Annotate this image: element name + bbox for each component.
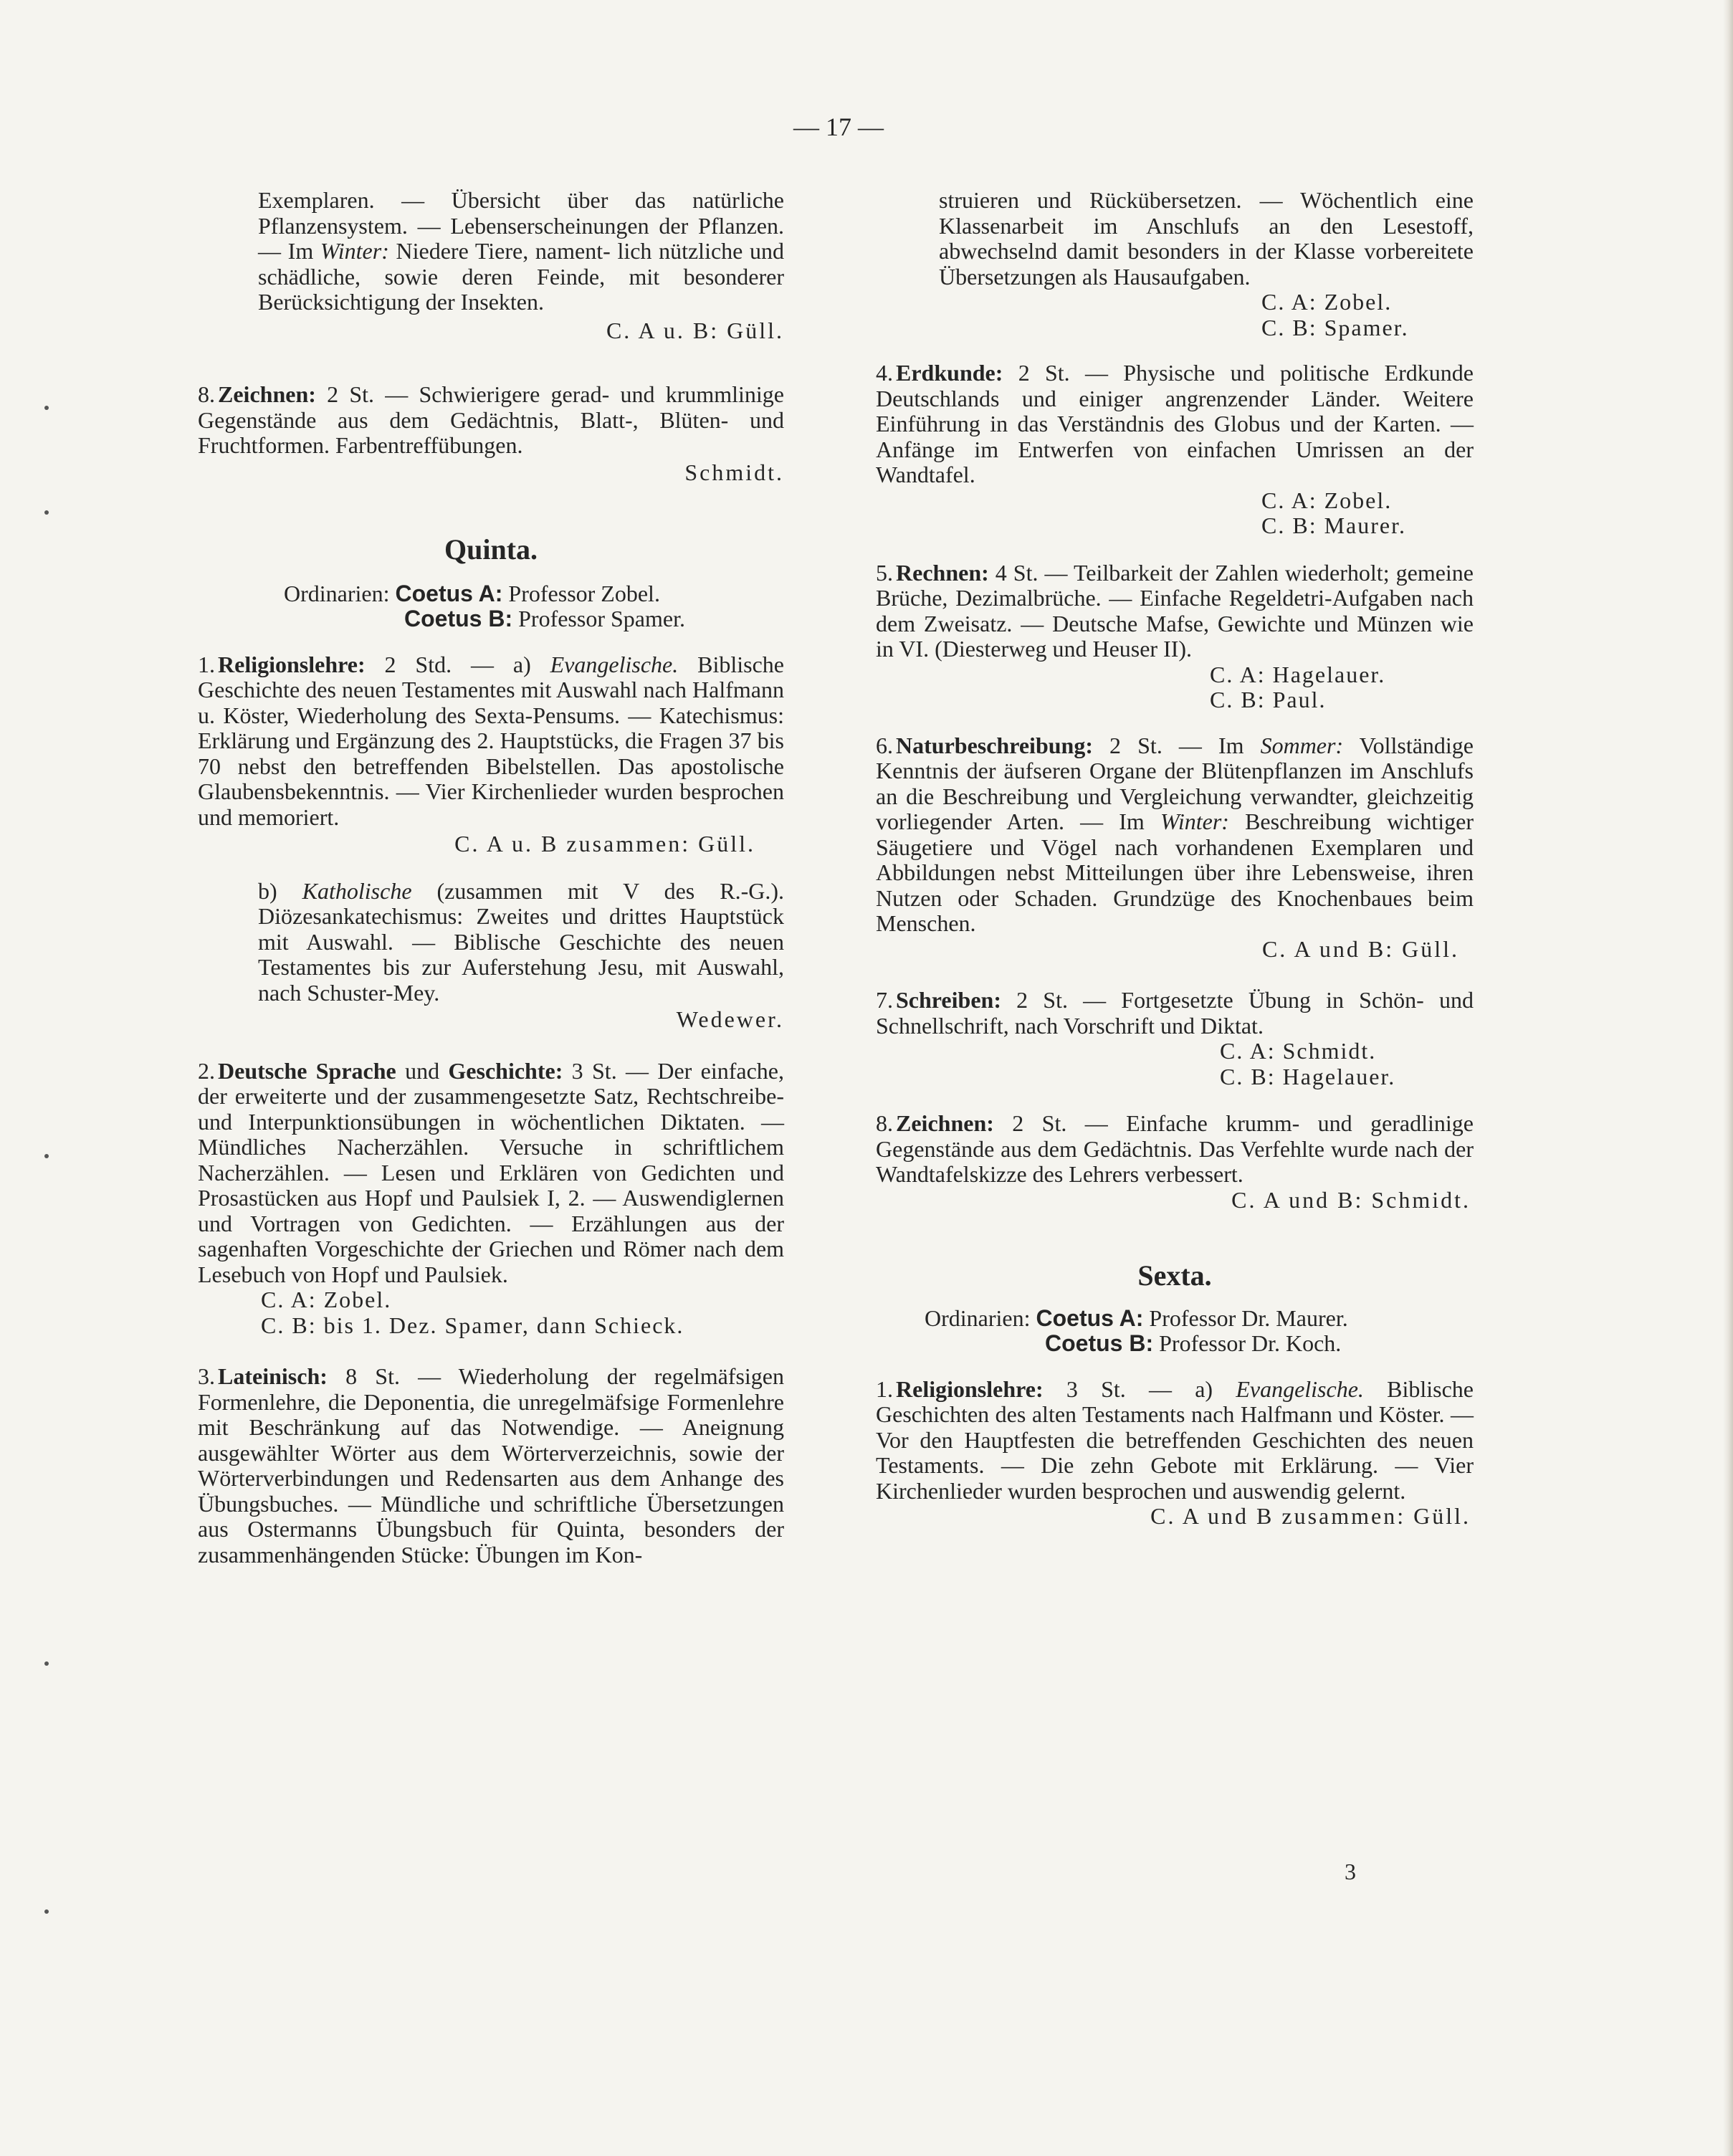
section-heading: Religionslehre: — [218, 651, 366, 677]
section-heading: Rechnen: — [896, 559, 989, 586]
signature: C. A und B zusammen: Güll. — [1150, 1503, 1471, 1529]
naturbeschreibung-continuation — [198, 188, 784, 343]
signature: C. B: Paul. — [1210, 687, 1327, 712]
zeichnen-section: 8. Zeichnen: 2 St. — Schwierigere gerad- und krummlinige Gegenstände aus dem Gedächtnis, Blatt-, Blüten- und Fruchtformen. Farbentreffübungen. Schmidt. — [198, 381, 784, 485]
right-column — [876, 188, 1474, 1530]
section-heading: Erdkunde: — [896, 360, 1003, 386]
class-title-quinta: Quinta. — [444, 533, 538, 566]
signature: C. A und B: Schmidt. — [1231, 1186, 1471, 1213]
margin-mark — [44, 1154, 49, 1158]
left-column — [198, 188, 784, 1568]
signature: C. A u. B zusammen: Güll. — [454, 831, 755, 857]
signature: C. B: Hagelauer. — [1220, 1063, 1396, 1089]
signature: C. B: Spamer. — [1261, 314, 1409, 340]
section-heading: Zeichnen: — [896, 1110, 994, 1136]
margin-mark — [44, 510, 49, 515]
margin-mark — [44, 1909, 49, 1914]
section-heading: Deutsche Sprache — [218, 1057, 396, 1084]
rechnen-section: 5. Rechnen: 4 St. — Teilbarkeit der Zahlen wiederholt; gemeine Brüche, Dezimalbrüche. — Einfache Regeldetri-Aufgaben nach dem Zweisatz. — Deutsche Mafse, Gewichte und Münzen wie in VI. (Diesterweg und Heuser II). C. A: Hagelauer. C. B: Paul. — [876, 559, 1474, 712]
ordinarien-quinta: Ordinarien: Coetus A: Professor Zobel. Coetus B: Professor Spamer. — [284, 580, 685, 631]
margin-mark — [44, 1661, 49, 1666]
section-heading: Naturbeschreibung: — [896, 732, 1093, 758]
schreiben-section: 7. Schreiben: 2 St. — Fortgesetzte Übung in Schön- und Schnellschrift, nach Vorschrift und Diktat. C. A: Schmidt. C. B: Hagelauer. — [876, 987, 1474, 1089]
signature: C. A: Zobel. — [1261, 487, 1393, 513]
signature: C. A: Hagelauer. — [1210, 661, 1386, 687]
ordinarien-sexta: Ordinarien: Coetus A: Professor Dr. Maurer. Coetus B: Professor Dr. Koch. — [925, 1304, 1348, 1356]
religionslehre-section: 1. Religionslehre: 3 St. — a) Evangelische. Biblische Geschichten des alten Testaments nach Halfmann und Köster. — Vor den Hauptfesten die betreffenden Geschichten des neuen Testaments. — Die zehn Gebote mit Erklärung. — Vier Kirchenlieder wurden besprochen und auswendig gelernt. C. A und B zusammen: Güll. — [876, 1375, 1474, 1529]
signature: Schmidt. — [684, 459, 784, 485]
signature: C. A: Zobel. — [1261, 289, 1393, 315]
naturbeschreibung-section: 6. Naturbeschreibung: 2 St. — Im Sommer: Vollständige Kenntnis der äufseren Organe der Blütenpflanzen im Anschlufs an die Beschreibung und Vergleichung verwandter, gleichzeitig vorliegender Arten. — Im Winter: Beschreibung wichtiger Säugetiere und Vögel nach vorhandenen Exemplaren und Abbildungen nebst Mitteilungen über ihre Lebensweise, ihren Nutzen oder Schaden. Grundzüge des Knochenbaues beim Menschen. C. A und B: Güll. — [876, 732, 1474, 962]
section-heading: Zeichnen: — [218, 381, 316, 407]
zeichnen-section: 8. Zeichnen: 2 St. — Einfache krumm- und geradlinige Gegenstände aus dem Gedächtnis. Das Verfehlte wurde nach der Wandtafelskizze des Lehrers verbessert. C. A und B: Schmidt. — [876, 1110, 1474, 1213]
section-heading: Schreiben: — [896, 987, 1001, 1013]
signature: Wedewer. — [676, 1006, 784, 1032]
deutsch-geschichte-section: 2. Deutsche Sprache und Geschichte: 3 St. — Der einfache, der erweiterte und der zusammengesetzte Satz, Rechtschreibe- und Interpunktionsübungen in wöchentlichen Diktaten. — Mündliches Nacherzählen. Versuche in schriftlichem Nacherzählen. — Lesen und Erklären von Gedichten und Prosastücken aus Hopf und Paulsiek I, 2. — Auswendiglernen und Vortragen von Gedichten. — Erzählungen aus der sagenhaften Vorgeschichte der Griechen und Römer nach dem Lesebuch von Hopf und Paulsiek. C. A: Zobel. C. B: bis 1. Dez. Spamer, dann Schieck. — [198, 1057, 785, 1338]
signature-mark-number: 3 — [1345, 1859, 1356, 1884]
signature: C. B: Maurer. — [1261, 512, 1406, 538]
section-heading: Religionslehre: — [896, 1375, 1044, 1402]
page-number: — 17 — — [793, 113, 884, 141]
margin-mark — [44, 406, 49, 410]
section-heading: Lateinisch: — [218, 1363, 328, 1389]
continuation-text: Exemplaren. — Übersicht über das natürliche Pflanzensystem. — Lebenserscheinungen der Pflanzen. — Im Winter: Niedere Tiere, nament- lich nützliche und schädliche, sowie deren Feinde, mit besonderer Berücksichtigung der Insekten. — [258, 187, 785, 315]
lateinisch-section: 3. Lateinisch: 8 St. — Wiederholung der regelmäfsigen Formenlehre, die Deponentia, die unregelmäfsige Formenlehre mit Beschränkung auf das Notwendige. — Aneignung ausgewählter Wörter aus dem Wörterverzeichnis, sowie der Wörterverbindungen und Redensarten aus dem Anhange des Übungsbuches. — Mündliche und schriftliche Übersetzungen aus Ostermanns Übungsbuch für Quinta, besonders der zusammenhängenden Stücke: Übungen im Kon- — [198, 1363, 784, 1568]
lateinisch-continuation: struieren und Rückübersetzen. — Wöchentlich eine Klassenarbeit im Anschlufs an den Lesestoff, abwechselnd damit besonders in der Klasse vorbereitete Übersetzungen als Hausaufgaben. C. A: Zobel. C. B: Spamer. — [939, 187, 1474, 340]
religionslehre-section: 1. Religionslehre: 2 Std. — a) Evangelische. Biblische Geschichte des neuen Testamentes mit Auswahl nach Halfmann u. Köster, Wiederholung des Sexta-Pensums. — Katechismus: Erklärung und Ergänzung des 2. Hauptstücks, die Fragen 37 bis 70 nebst den betreffenden Bibelstellen. Das apostolische Glaubensbekenntnis. — Vier Kirchenlieder wurden besprochen und memoriert. C. A u. B zusammen: Güll. b) Katholische (zusammen mit V des R.-G.). Diözesankatechismus: Zweites und drittes Hauptstück mit Auswahl. — Biblische Geschichte des neuen Testamentes bis zur Auferstehung Jesu, mit Auswahl, nach Schuster-Mey. Wedewer. — [198, 651, 785, 1032]
class-title-sexta: Sexta. — [1137, 1259, 1212, 1292]
signature: C. A u. B: Güll. — [606, 317, 784, 343]
page-edge — [1723, 0, 1733, 2156]
signature: C. A und B: Güll. — [1261, 935, 1459, 962]
erdkunde-section: 4. Erdkunde: 2 St. — Physische und politische Erdkunde Deutschlands und einiger angrenzender Länder. Weitere Einführung in das Verständnis des Globus und der Karten. — Anfänge im Entwerfen von einfachen Umrissen an der Wandtafel. C. A: Zobel. C. B: Maurer. — [876, 360, 1474, 538]
signature: C. B: bis 1. Dez. Spamer, dann Schieck. — [261, 1312, 684, 1338]
signature: C. A: Schmidt. — [1220, 1038, 1377, 1064]
signature: C. A: Zobel. — [261, 1287, 392, 1312]
